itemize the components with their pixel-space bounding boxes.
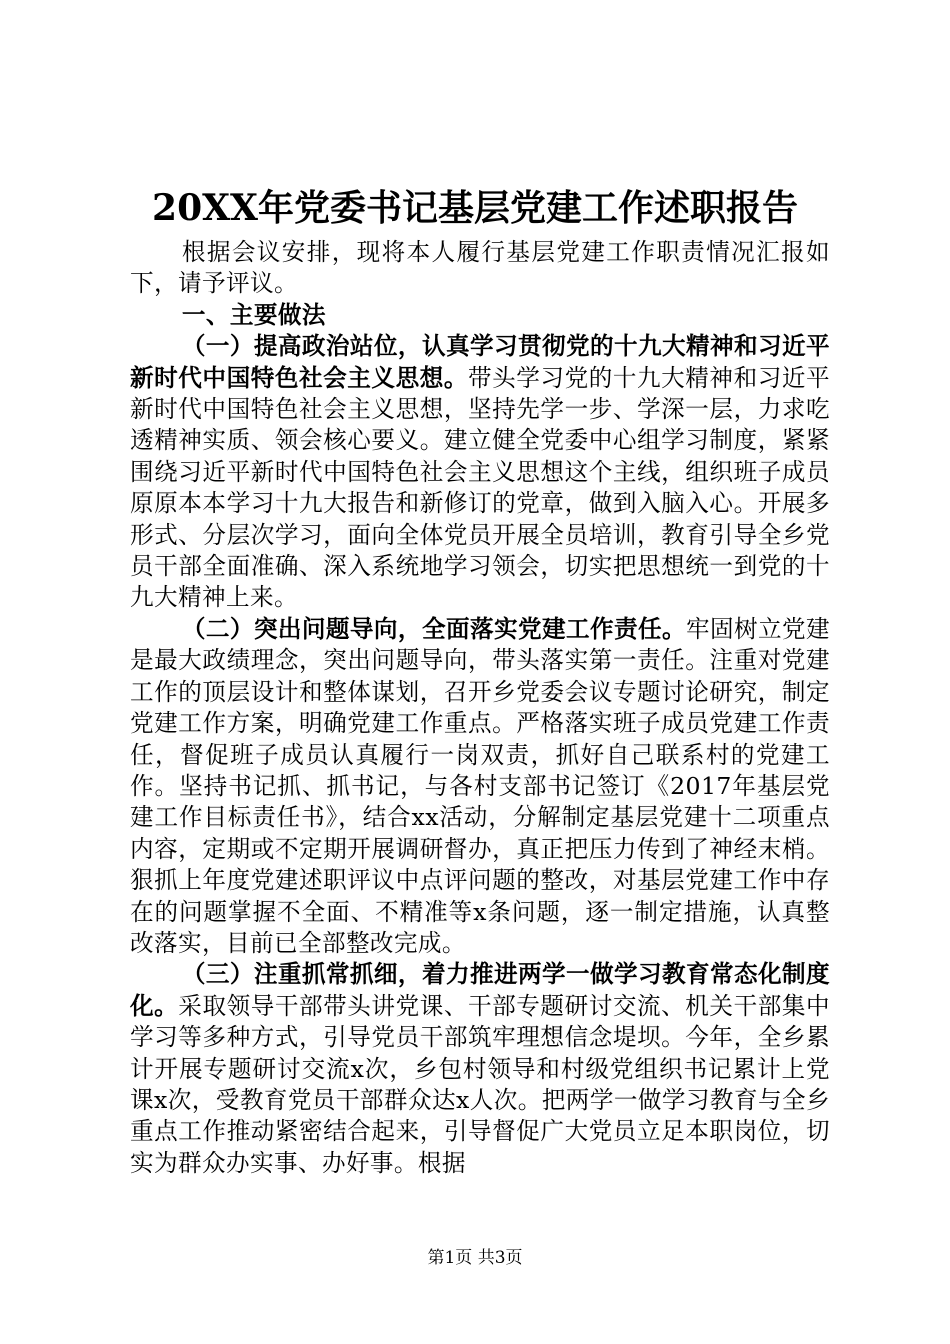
paragraph-item-1 [130, 331, 830, 614]
item-2-body: 牢固树立党建是最大政绩理念，突出问题导向，带头落实第一责任。注重对党建工作的顶层设计和整体谋划，召开乡党委会议专题讨论研究，制定党建工作方案，明确党建工作重点。严格落实班子成员党建工作责任，督促班子成员认真履行一岗双责，抓好自己联系村的党建工作。坚持书记抓、抓书记，与各村支部书记签订《2017年基层党建工作目标责任书》，结合xx活动，分解制定基层党建十二项重点内容，定期或不定期开展调研督办，真正把压力传到了神经末梢。狠抓上年度党建述职评议中点评问题的整改，对基层党建工作中存在的问题掌握不全面、不精准等x条问题，逐一制定措施，认真整改落实，目前已全部整改完成。 [130, 614, 830, 957]
item-2-lead: （二）突出问题导向，全面落实党建工作责任。 [181, 614, 686, 643]
paragraph-item-2 [130, 614, 830, 959]
page-footer: 第1页 共3页 [427, 1248, 523, 1268]
item-3-lead: （三）注重抓常抓细，着力推进两学一做学习教育常态化制度化。 [130, 960, 830, 1020]
document-body [130, 237, 830, 1179]
item-1-body: 带头学习党的十九大精神和习近平新时代中国特色社会主义思想，坚持先学一步、学深一层，力求吃透精神实质、领会核心要义。建立健全党委中心组学习制度，紧紧围绕习近平新时代中国特色社会主义思想这个主线，组织班子成员原原本本学习十九大报告和新修订的党章，做到入脑入心。开展多形式、分层次学习，面向全体党员开展全员培训，教育引导全乡党员干部全面准确、深入系统地学习领会，切实把思想统一到党的十九大精神上来。 [130, 363, 830, 612]
item-1-lead: （一）提高政治站位，认真学习贯彻党的十九大精神和习近平新时代中国特色社会主义思想。 [130, 332, 830, 392]
document-title: 20XX年党委书记基层党建工作述职报告 [152, 187, 798, 229]
intro-paragraph: 根据会议安排，现将本人履行基层党建工作职责情况汇报如下，请予评议。 [130, 238, 830, 298]
item-3-body: 采取领导干部带头讲党课、干部专题研讨交流、机关干部集中学习等多种方式，引导党员干部筑牢理想信念堤坝。今年，全乡累计开展专题研讨交流x次，乡包村领导和村级党组织书记累计上党课x次，受教育党员干部群众达x人次。把两学一做学习教育与全乡重点工作推动紧密结合起来，引导督促广大党员立足本职岗位，切实为群众办实事、办好事。根据 [130, 991, 830, 1177]
paragraph-item-3 [130, 959, 830, 1179]
section-heading: 一、主要做法 [181, 300, 326, 329]
